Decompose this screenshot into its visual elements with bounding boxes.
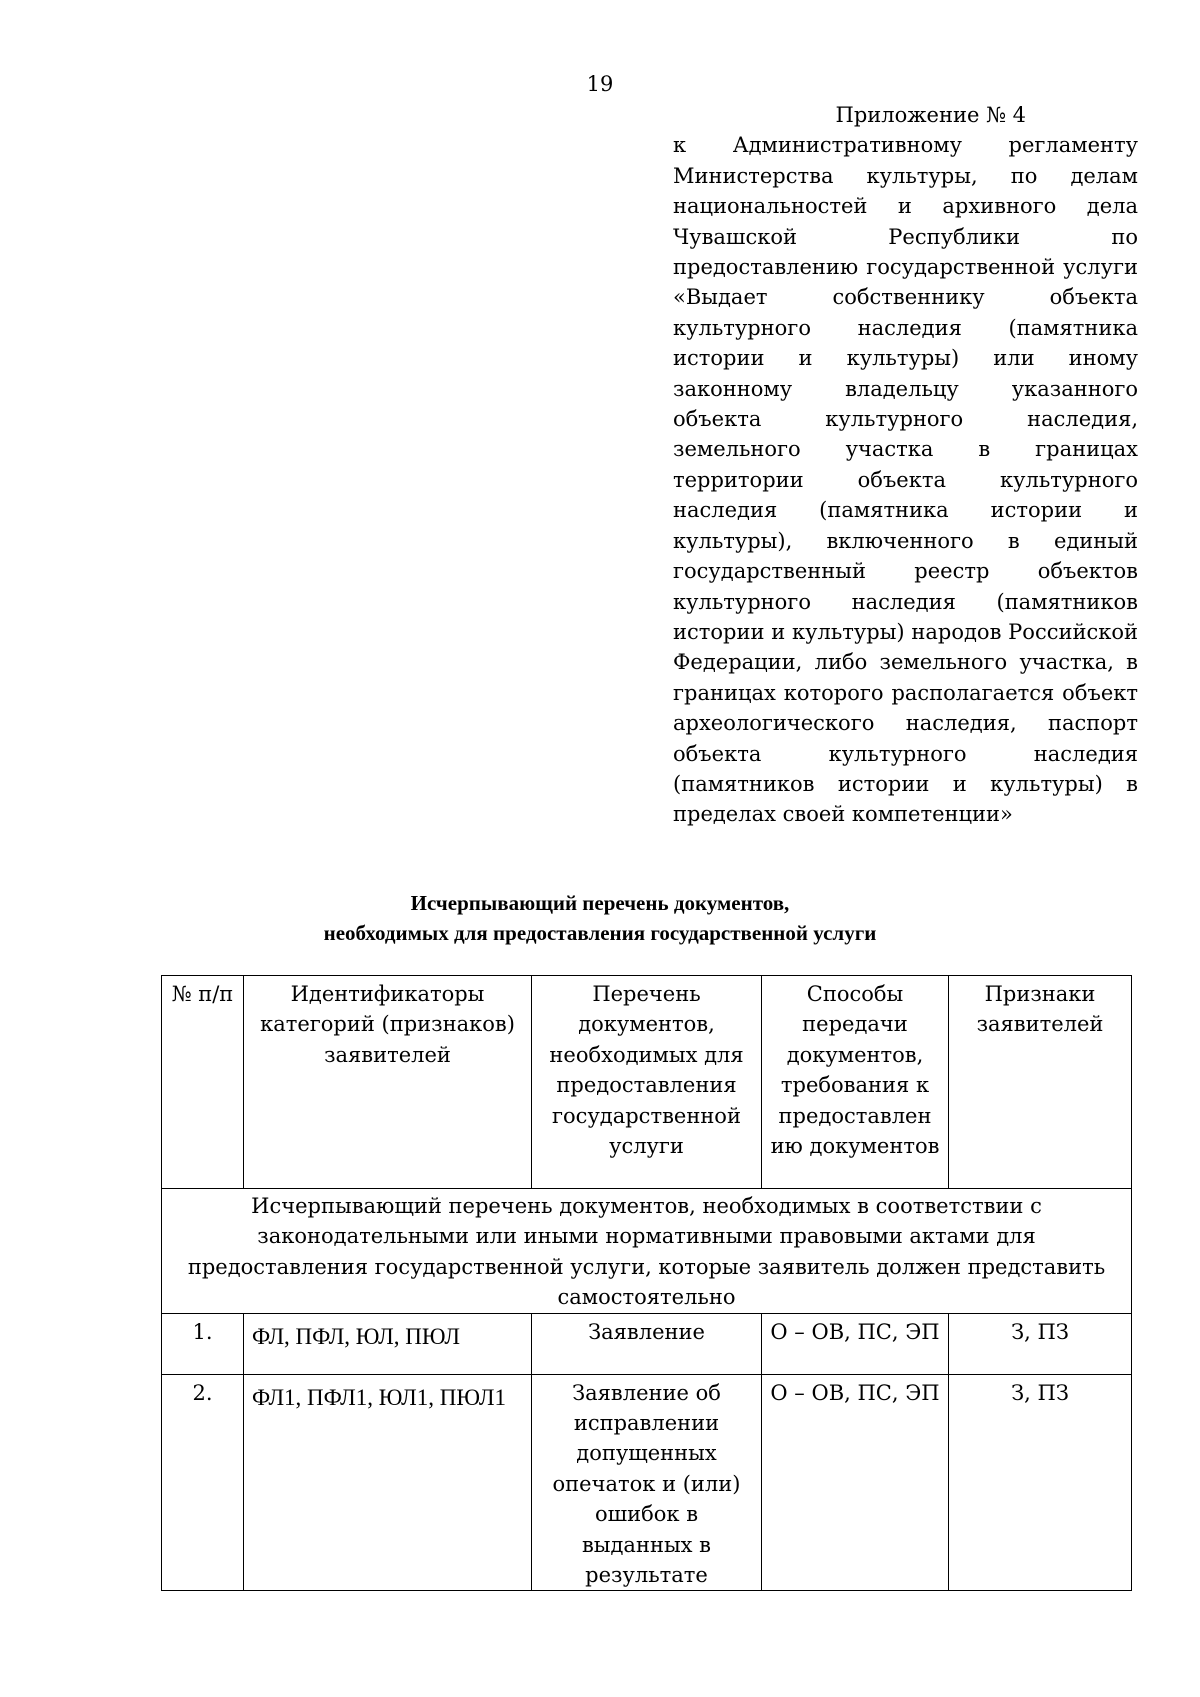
header-number: № п/п [162, 976, 244, 1189]
row-documents: Заявление об исправлении допущенных опечаток и (или) ошибок в выданных в результате [532, 1374, 762, 1591]
table-row [162, 1374, 1132, 1591]
appendix-block [673, 100, 1138, 830]
row-methods: О – ОВ, ПС, ЭП [762, 1313, 949, 1374]
row-signs: З, ПЗ [949, 1374, 1132, 1591]
section-row [162, 1189, 1132, 1314]
row-methods: О – ОВ, ПС, ЭП [762, 1374, 949, 1591]
document-title [0, 888, 1200, 948]
row-identifiers: ФЛ1, ПФЛ1, ЮЛ1, ПЮЛ1 [244, 1374, 532, 1591]
header-signs: Признаки заявителей [949, 976, 1132, 1189]
documents-table [161, 975, 1132, 1591]
header-documents: Перечень документов, необходимых для предоставления государственной услуги [532, 976, 762, 1189]
section-row-text: Исчерпывающий перечень документов, необходимых в соответствии с законодательными или иными нормативными правовыми актами для предоставления государственной услуги, которые заявитель должен представить самостоятельно [162, 1189, 1132, 1314]
appendix-title: Приложение № 4 [835, 103, 1026, 127]
row-number: 1. [162, 1313, 244, 1374]
table-header-row [162, 976, 1132, 1189]
document-title-line-2: необходимых для предоставления государственной услуги [323, 921, 877, 945]
row-number: 2. [162, 1374, 244, 1591]
row-signs: З, ПЗ [949, 1313, 1132, 1374]
document-title-line-1: Исчерпывающий перечень документов, [410, 891, 790, 915]
header-identifiers: Идентификаторы категорий (признаков) заявителей [244, 976, 532, 1189]
table-row [162, 1313, 1132, 1374]
page-number: 19 [586, 72, 614, 96]
row-identifiers: ФЛ, ПФЛ, ЮЛ, ПЮЛ [244, 1313, 532, 1374]
appendix-text: к Административному регламенту Министерства культуры, по делам национальностей и архивного дела Чувашской Республики по предоставлению государственной услуги «Выдает собственнику объекта культурного наследия (памятника истории и культуры) или иному законному владельцу указанного объекта культурного наследия, земельного участка в границах территории объекта культурного наследия (памятника истории и культуры), включенного в единый государственный реестр объектов культурного наследия (памятников истории и культуры) народов Российской Федерации, либо земельного участка, в границах которого располагается объект археологического наследия, паспорт объекта культурного наследия (памятников истории и культуры) в пределах своей компетенции» [673, 133, 1138, 827]
header-methods: Способы передачи документов, требования к предоставлен ию документов [762, 976, 949, 1189]
row-documents: Заявление [532, 1313, 762, 1374]
